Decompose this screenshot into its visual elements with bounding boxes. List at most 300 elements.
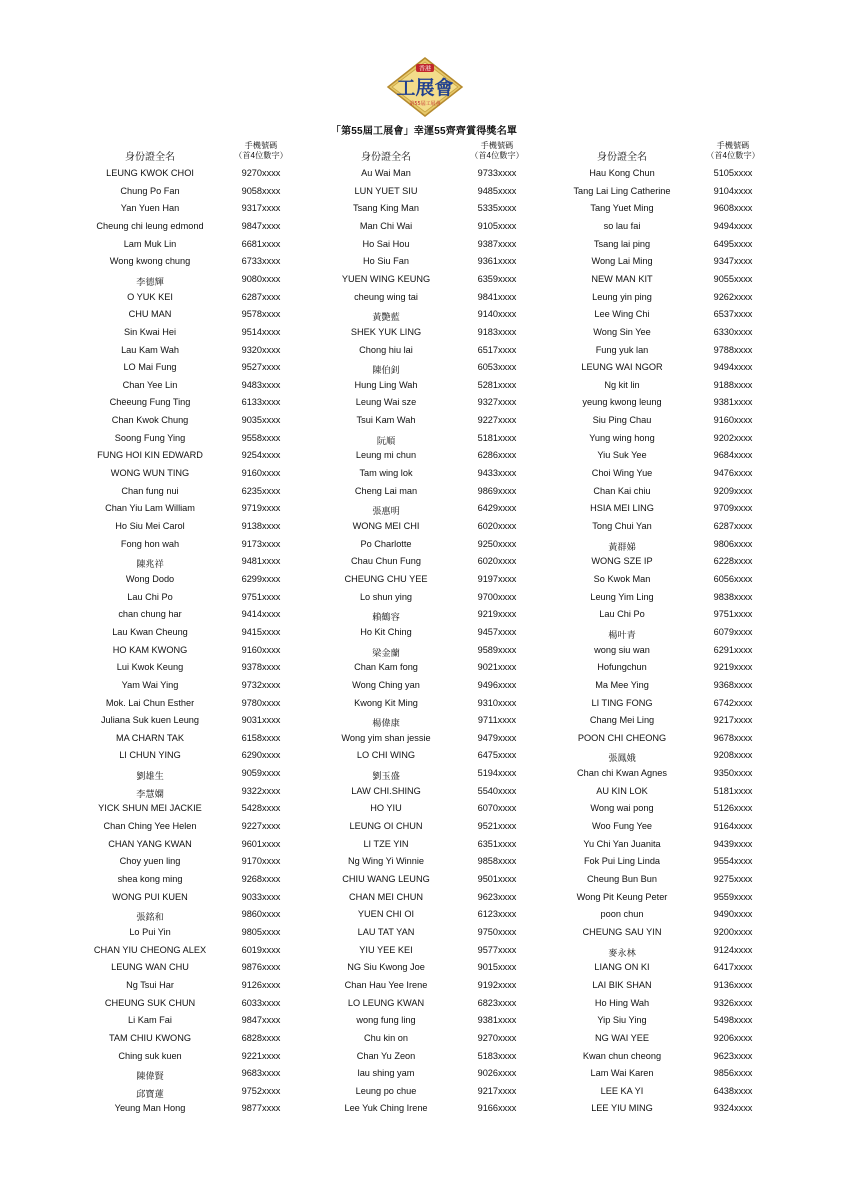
winner-name: Yam Wai Ying [121, 679, 179, 690]
winner-phone: 9527xxxx [241, 362, 281, 373]
header-phone-sublabel: （首4位數字） [470, 150, 524, 160]
winner-phone: 9160xxxx [241, 644, 281, 655]
winner-phone: 9683xxxx [241, 1068, 281, 1079]
winner-name: Fung yuk lan [595, 344, 649, 355]
winner-name: LEUNG KWOK CHOI [106, 168, 194, 178]
winner-phone: 9700xxxx [477, 591, 517, 602]
winner-name: Chan Yee Lin [122, 379, 178, 390]
winner-name: wong siu wan [594, 644, 650, 655]
winner-name: HO YIU [370, 803, 402, 814]
winner-phone: 9806xxxx [713, 538, 753, 549]
winner-name: Wong Dodo [125, 573, 175, 584]
winner-phone: 9361xxxx [477, 256, 517, 267]
winner-name: Ho Kit Ching [360, 626, 412, 637]
winner-name: So Kwok Man [593, 573, 651, 584]
winner-name: CHU MAN [128, 309, 172, 320]
winner-phone: 6537xxxx [713, 309, 753, 320]
winner-name: CHEUNG SUK CHUN [104, 997, 196, 1008]
winner-phone: 9327xxxx [477, 397, 517, 408]
winner-phone: 9494xxxx [713, 220, 753, 231]
winner-phone: 9521xxxx [477, 821, 517, 832]
winner-name: AU KIN LOK [596, 785, 648, 796]
winner-phone: 6291xxxx [713, 644, 753, 655]
winner-name: Kwan chun cheong [582, 1050, 662, 1061]
winner-phone: 6438xxxx [713, 1085, 753, 1096]
winner-phone: 9751xxxx [241, 591, 281, 602]
page-title: 「第55屆工展會」幸運55齊齊賞得獎名單 [330, 126, 518, 137]
winner-phone: 9126xxxx [241, 979, 281, 990]
winner-name: Chan Kwok Chung [111, 415, 189, 426]
winner-phone: 9751xxxx [713, 609, 753, 620]
winner-phone: 9268xxxx [241, 874, 281, 884]
winner-name: LAU TAT YAN [357, 926, 415, 937]
winner-name: wong fung ling [356, 1015, 416, 1026]
winner-name: YIU YEE KEI [359, 944, 413, 955]
winner-name: 黃艷藍 [372, 312, 400, 323]
winner-phone: 9414xxxx [241, 609, 281, 620]
winner-phone: 9275xxxx [713, 874, 753, 884]
winner-name: Leung yin ping [592, 291, 652, 302]
winner-name: CHAN YIU CHEONG ALEX [93, 944, 207, 955]
winner-name: Ho Siu Fan [363, 256, 409, 267]
winner-name: FUNG HOI KIN EDWARD [97, 450, 203, 461]
winner-name: NG Siu Kwong Joe [347, 962, 425, 973]
winner-name: POON CHI CHEONG [577, 732, 667, 743]
winner-phone: 5540xxxx [477, 785, 517, 796]
winner-phone: 9780xxxx [241, 697, 281, 708]
winner-phone: 9558xxxx [241, 432, 281, 443]
winner-name: 李慧嫻 [136, 788, 164, 799]
winner-phone: 9577xxxx [477, 944, 517, 955]
winner-phone: 9317xxxx [241, 203, 281, 214]
winner-phone: 9227xxxx [241, 821, 281, 832]
winner-name: Chan chi Kwan Agnes [577, 768, 667, 779]
winner-phone: 9320xxxx [241, 344, 281, 355]
winner-name: Ho Sai Hou [362, 238, 410, 249]
winner-name: Tong Chui Yan [592, 521, 652, 531]
winner-phone: 9033xxxx [241, 891, 281, 902]
winner-phone: 9387xxxx [477, 238, 517, 249]
winner-phone: 9136xxxx [713, 979, 753, 990]
winner-name: Ng kit lin [604, 379, 640, 390]
winner-name: Wong Ching yan [352, 679, 420, 690]
winner-name: Chau Chun Fung [351, 556, 421, 567]
winner-phone: 9678xxxx [713, 732, 753, 743]
winner-phone: 5335xxxx [477, 203, 517, 214]
winner-name: Tang Yuet Ming [590, 203, 654, 214]
winner-phone: 9381xxxx [477, 1015, 517, 1026]
winner-name: Tang Lai Ling Catherine [573, 185, 671, 196]
winner-phone: 6228xxxx [713, 556, 753, 567]
winner-name: O YUK KEI [127, 291, 173, 302]
winner-phone: 6299xxxx [241, 573, 281, 584]
winner-name: Fong hon wah [120, 538, 180, 549]
winner-name: NG WAI YEE [594, 1032, 650, 1043]
winner-phone: 6359xxxx [477, 273, 517, 284]
winner-name: 劉玉盛 [372, 771, 400, 782]
winner-phone: 9166xxxx [477, 1103, 517, 1114]
winner-phone: 9104xxxx [713, 185, 753, 196]
winner-phone: 9209xxxx [713, 485, 753, 496]
winner-phone: 6475xxxx [477, 750, 517, 761]
winner-name: Yeung Man Hong [114, 1103, 186, 1114]
winner-name: YUEN WING KEUNG [341, 273, 431, 284]
winner-phone: 9031xxxx [241, 715, 281, 726]
winner-name: Chang Mei Ling [589, 715, 655, 726]
header-name-col-3: 身份證全名 [597, 152, 647, 163]
winner-phone: 9481xxxx [241, 556, 281, 567]
winner-phone: 9221xxxx [241, 1050, 281, 1061]
winner-name: LIANG ON KI [594, 962, 650, 973]
winner-phone: 9197xxxx [477, 573, 517, 584]
winner-name: LAW CHI.SHING [351, 785, 421, 796]
header-name-col-1: 身份證全名 [125, 152, 175, 163]
winner-name: 張惠明 [372, 506, 400, 517]
winner-name: 阮順 [376, 435, 396, 446]
winner-phone: 9270xxxx [241, 168, 281, 178]
winner-phone: 6351xxxx [477, 838, 517, 849]
winner-phone: 9476xxxx [713, 468, 753, 479]
winner-phone: 6070xxxx [477, 803, 517, 814]
winner-name: LEUNG OI CHUN [349, 821, 423, 832]
winner-name: HSIA MEI LING [590, 503, 654, 514]
winner-name: Cheung Bun Bun [587, 874, 657, 884]
winner-name: Yip Siu Ying [597, 1015, 647, 1026]
svg-text:香港: 香港 [418, 65, 432, 73]
winner-phone: 6517xxxx [477, 344, 517, 355]
winner-name: Lo shun ying [359, 591, 413, 602]
winner-phone: 9322xxxx [241, 785, 281, 796]
winner-name: 楊叶青 [608, 629, 636, 640]
winner-name: Ho Hing Wah [594, 997, 650, 1008]
winner-name: CHAN MEI CHUN [348, 891, 423, 902]
winner-name: Wong kwong chung [109, 256, 191, 267]
header-phone-sublabel: （首4位數字） [706, 150, 760, 160]
winner-phone: 9105xxxx [477, 220, 517, 231]
winner-phone: 9847xxxx [241, 220, 281, 231]
winner-name: WONG SZE IP [591, 556, 653, 567]
winner-phone: 6123xxxx [477, 909, 517, 920]
winner-name: 麥永林 [608, 947, 636, 958]
winner-phone: 9381xxxx [713, 397, 753, 408]
winner-phone: 9494xxxx [713, 362, 753, 373]
winner-name: Yiu Suk Yee [597, 450, 647, 461]
winner-name: Wong Pit Keung Peter [576, 891, 668, 902]
winner-phone: 9124xxxx [713, 944, 753, 955]
winner-phone: 9457xxxx [477, 626, 517, 637]
winner-phone: 6290xxxx [241, 750, 281, 761]
winner-name: Chu kin on [364, 1032, 408, 1043]
winner-name: 陳伯釗 [372, 365, 400, 376]
winner-phone: 9015xxxx [477, 962, 517, 973]
winner-name: Cheung chi leung edmond [96, 220, 204, 231]
winner-phone: 9217xxxx [713, 715, 753, 726]
winner-phone: 6429xxxx [477, 503, 517, 514]
winner-name: 張銘和 [136, 912, 164, 923]
winner-phone: 9059xxxx [241, 768, 281, 779]
header-phone-sublabel: （首4位數字） [234, 150, 288, 160]
winner-name: Kwong Kit Ming [354, 697, 418, 708]
winner-phone: 9188xxxx [713, 379, 753, 390]
winner-phone: 6033xxxx [241, 997, 281, 1008]
winner-phone: 9788xxxx [713, 344, 753, 355]
winner-phone: 6287xxxx [713, 521, 753, 531]
winner-phone: 9711xxxx [477, 715, 517, 726]
winner-name: Hau Kong Chun [589, 168, 655, 178]
winner-phone: 9415xxxx [241, 626, 281, 637]
winner-name: LI TING FONG [591, 697, 653, 708]
winner-name: Chung Po Fan [120, 185, 180, 196]
winner-phone: 6287xxxx [241, 291, 281, 302]
winner-name: CHEUNG SAU YIN [582, 926, 662, 937]
winner-phone: 9138xxxx [241, 521, 281, 531]
winner-phone: 9250xxxx [477, 538, 517, 549]
winner-name: LO LEUNG KWAN [347, 997, 425, 1008]
winner-name: 劉雄生 [136, 771, 164, 782]
svg-text:第55屆工展會: 第55屆工展會 [409, 101, 441, 107]
winner-phone: 9496xxxx [477, 679, 517, 690]
header-phone-label: 手機號碼 [244, 141, 278, 150]
winner-phone: 5126xxxx [713, 803, 753, 814]
winner-name: LAI BIK SHAN [592, 979, 652, 990]
header-phone-col-3 [698, 141, 768, 160]
winner-name: 黃群娣 [608, 541, 636, 552]
winner-name: 賴鶴容 [372, 612, 400, 623]
winner-name: Lau Kwan Cheung [112, 626, 188, 637]
winner-phone: 9140xxxx [477, 309, 517, 320]
winner-name: Juliana Suk kuen Leung [100, 715, 200, 726]
winner-phone: 9035xxxx [241, 415, 281, 426]
winner-phone: 6733xxxx [241, 256, 281, 267]
winner-name: Woo Fung Yee [591, 821, 653, 832]
winner-name: CHEUNG CHU YEE [344, 573, 428, 584]
winner-name: Lo Pui Yin [129, 926, 171, 937]
winner-phone: 5183xxxx [477, 1050, 517, 1061]
winner-phone: 9026xxxx [477, 1068, 517, 1079]
winner-name: Chan Hau Yee Irene [344, 979, 428, 990]
winner-name: WONG MEI CHI [352, 521, 420, 531]
winner-name: Cheeung Fung Ting [109, 397, 191, 408]
winner-phone: 9623xxxx [477, 891, 517, 902]
winner-phone: 9601xxxx [241, 838, 281, 849]
winner-name: 李德輝 [136, 276, 164, 287]
winner-name: cheung wing tai [354, 291, 418, 302]
winner-name: Wong Sin Yee [593, 326, 651, 337]
winner-phone: 9838xxxx [713, 591, 753, 602]
expo-logo [386, 56, 464, 118]
winner-name: CHAN YANG KWAN [108, 838, 192, 849]
winner-name: Wong yim shan jessie [341, 732, 431, 743]
winner-phone: 9752xxxx [241, 1085, 281, 1096]
winner-phone: 9164xxxx [713, 821, 753, 832]
winner-phone: 6020xxxx [477, 556, 517, 567]
winner-phone: 9877xxxx [241, 1103, 281, 1114]
winner-phone: 9378xxxx [241, 662, 281, 673]
winner-phone: 9841xxxx [477, 291, 517, 302]
winner-name: Lau Kam Wah [121, 344, 179, 355]
winner-phone: 9750xxxx [477, 926, 517, 937]
winner-name: Tam wing lok [359, 468, 413, 479]
winner-phone: 9709xxxx [713, 503, 753, 514]
winner-name: Man Chi Wai [359, 220, 413, 231]
winner-name: Ng Tsui Har [126, 979, 174, 990]
winner-phone: 9160xxxx [713, 415, 753, 426]
winner-phone: 9479xxxx [477, 732, 517, 743]
winner-phone: 9368xxxx [713, 679, 753, 690]
winner-name: Mok. Lai Chun Esther [105, 697, 195, 708]
winner-name: Wong wai pong [590, 803, 654, 814]
winner-phone: 6681xxxx [241, 238, 281, 249]
winner-phone: 5181xxxx [477, 432, 517, 443]
winner-name: Chan Yu Zeon [356, 1050, 416, 1061]
winner-name: WONG WUN TING [110, 468, 190, 479]
winner-phone: 9490xxxx [713, 909, 753, 920]
winner-name: Lee Yuk Ching Irene [344, 1103, 428, 1114]
winner-name: Chan Kai chiu [593, 485, 651, 496]
winner-phone: 9347xxxx [713, 256, 753, 267]
winner-phone: 9326xxxx [713, 997, 753, 1008]
winner-phone: 5181xxxx [713, 785, 753, 796]
winner-phone: 6235xxxx [241, 485, 281, 496]
winner-phone: 6742xxxx [713, 697, 753, 708]
winner-name: Sin Kwai Hei [123, 326, 177, 337]
winner-phone: 9876xxxx [241, 962, 281, 973]
winner-name: shea kong ming [117, 874, 183, 884]
winner-name: Chong hiu lai [359, 344, 413, 355]
winner-phone: 6079xxxx [713, 626, 753, 637]
winner-phone: 9858xxxx [477, 856, 517, 867]
winner-phone: 6330xxxx [713, 326, 753, 337]
winner-phone: 9080xxxx [241, 273, 281, 284]
winner-phone: 5194xxxx [477, 768, 517, 779]
winner-phone: 5498xxxx [713, 1015, 753, 1026]
winner-name: LO CHI WING [356, 750, 416, 761]
winner-phone: 9183xxxx [477, 326, 517, 337]
winner-name: MA CHARN TAK [115, 732, 185, 743]
winner-phone: 9208xxxx [713, 750, 753, 761]
winner-phone: 9732xxxx [241, 679, 281, 690]
winner-name: CHIU WANG LEUNG [342, 874, 430, 884]
winner-phone: 9254xxxx [241, 450, 281, 461]
winner-name: lau shing yam [357, 1068, 415, 1079]
winner-name: Yu Chi Yan Juanita [583, 838, 661, 849]
winner-name: Tsui Kam Wah [356, 415, 416, 426]
svg-text:工展會: 工展會 [396, 77, 454, 99]
winner-name: Lui Kwok Keung [116, 662, 184, 673]
winner-phone: 9608xxxx [713, 203, 753, 214]
winner-phone: 9501xxxx [477, 874, 517, 884]
winner-name: LEUNG WAI NGOR [581, 362, 663, 373]
winner-name: Po Charlotte [360, 538, 412, 549]
winner-phone: 9200xxxx [713, 926, 753, 937]
winner-phone: 9270xxxx [477, 1032, 517, 1043]
winner-phone: 9805xxxx [241, 926, 281, 937]
winner-name: 張鳳娥 [608, 753, 636, 764]
winner-name: Lam Muk Lin [123, 238, 177, 249]
winner-phone: 6823xxxx [477, 997, 517, 1008]
winner-phone: 9684xxxx [713, 450, 753, 461]
winner-phone: 9578xxxx [241, 309, 281, 320]
winner-name: LI TZE YIN [363, 838, 409, 849]
winner-phone: 9589xxxx [477, 644, 517, 655]
winner-name: TAM CHIU KWONG [108, 1032, 191, 1043]
winner-phone: 6495xxxx [713, 238, 753, 249]
winner-name: HO KAM KWONG [112, 644, 188, 655]
winner-name: Siu Ping Chau [592, 415, 652, 426]
winner-phone: 9055xxxx [713, 273, 753, 284]
winner-phone: 9514xxxx [241, 326, 281, 337]
winner-phone: 9860xxxx [241, 909, 281, 920]
winner-name: 陳偉賢 [136, 1071, 164, 1082]
winner-phone: 6056xxxx [713, 573, 753, 584]
winner-name: LO Mai Fung [123, 362, 177, 373]
winner-name: Leung Wai sze [355, 397, 417, 408]
winner-phone: 9485xxxx [477, 185, 517, 196]
winner-name: Lee Wing Chi [594, 309, 650, 320]
winner-phone: 5105xxxx [713, 168, 753, 178]
winner-name: Leung mi chun [355, 450, 417, 461]
winner-phone: 6286xxxx [477, 450, 517, 461]
winner-name: Fok Pui Ling Linda [583, 856, 661, 867]
winner-phone: 9847xxxx [241, 1015, 281, 1026]
winner-phone: 9554xxxx [713, 856, 753, 867]
winner-phone: 6158xxxx [241, 732, 281, 743]
winner-phone: 6019xxxx [241, 944, 281, 955]
winner-phone: 9856xxxx [713, 1068, 753, 1079]
winner-name: 陳兆祥 [136, 559, 164, 570]
winner-name: Ng Wing Yi Winnie [347, 856, 425, 867]
winner-phone: 9206xxxx [713, 1032, 753, 1043]
winner-phone: 9192xxxx [477, 979, 517, 990]
winner-phone: 9227xxxx [477, 415, 517, 426]
winner-name: NEW MAN KIT [591, 273, 653, 284]
winner-name: so lau fai [603, 220, 641, 231]
winner-phone: 6417xxxx [713, 962, 753, 973]
winner-phone: 9439xxxx [713, 838, 753, 849]
winner-name: Tsang lai ping [593, 238, 651, 249]
winner-name: LI CHUN YING [119, 750, 181, 761]
winner-name: 邱寶蓮 [136, 1088, 164, 1099]
winner-name: Leung po chue [355, 1085, 417, 1096]
winner-name: Choi Wing Yue [591, 468, 653, 479]
winner-phone: 9217xxxx [477, 1085, 517, 1096]
winner-phone: 9173xxxx [241, 538, 281, 549]
winner-name: Wong Lai Ming [591, 256, 653, 267]
winner-name: SHEK YUK LING [350, 326, 422, 337]
winner-name: Lau Chi Po [599, 609, 645, 620]
winner-name: YUEN CHI OI [357, 909, 415, 920]
winner-name: Chan Yiu Lam William [105, 503, 195, 514]
winner-name: Au Wai Man [361, 168, 411, 178]
winner-phone: 6133xxxx [241, 397, 281, 408]
winner-phone: 9021xxxx [477, 662, 517, 673]
winner-name: Lam Wai Karen [590, 1068, 654, 1079]
winner-phone: 9623xxxx [713, 1050, 753, 1061]
winner-phone: 9483xxxx [241, 379, 281, 390]
winner-phone: 9350xxxx [713, 768, 753, 779]
winner-phone: 9324xxxx [713, 1103, 753, 1114]
winner-phone: 6053xxxx [477, 362, 517, 373]
winner-phone: 5281xxxx [477, 379, 517, 390]
winner-name: 梁金蘭 [372, 647, 400, 658]
winner-phone: 9719xxxx [241, 503, 281, 514]
winner-phone: 9262xxxx [713, 291, 753, 302]
winner-name: YICK SHUN MEI JACKIE [98, 803, 202, 814]
winner-name: Yan Yuen Han [120, 203, 180, 214]
winner-phone: 9170xxxx [241, 856, 281, 867]
winner-phone: 9058xxxx [241, 185, 281, 196]
header-name-col-2: 身份證全名 [361, 152, 411, 163]
